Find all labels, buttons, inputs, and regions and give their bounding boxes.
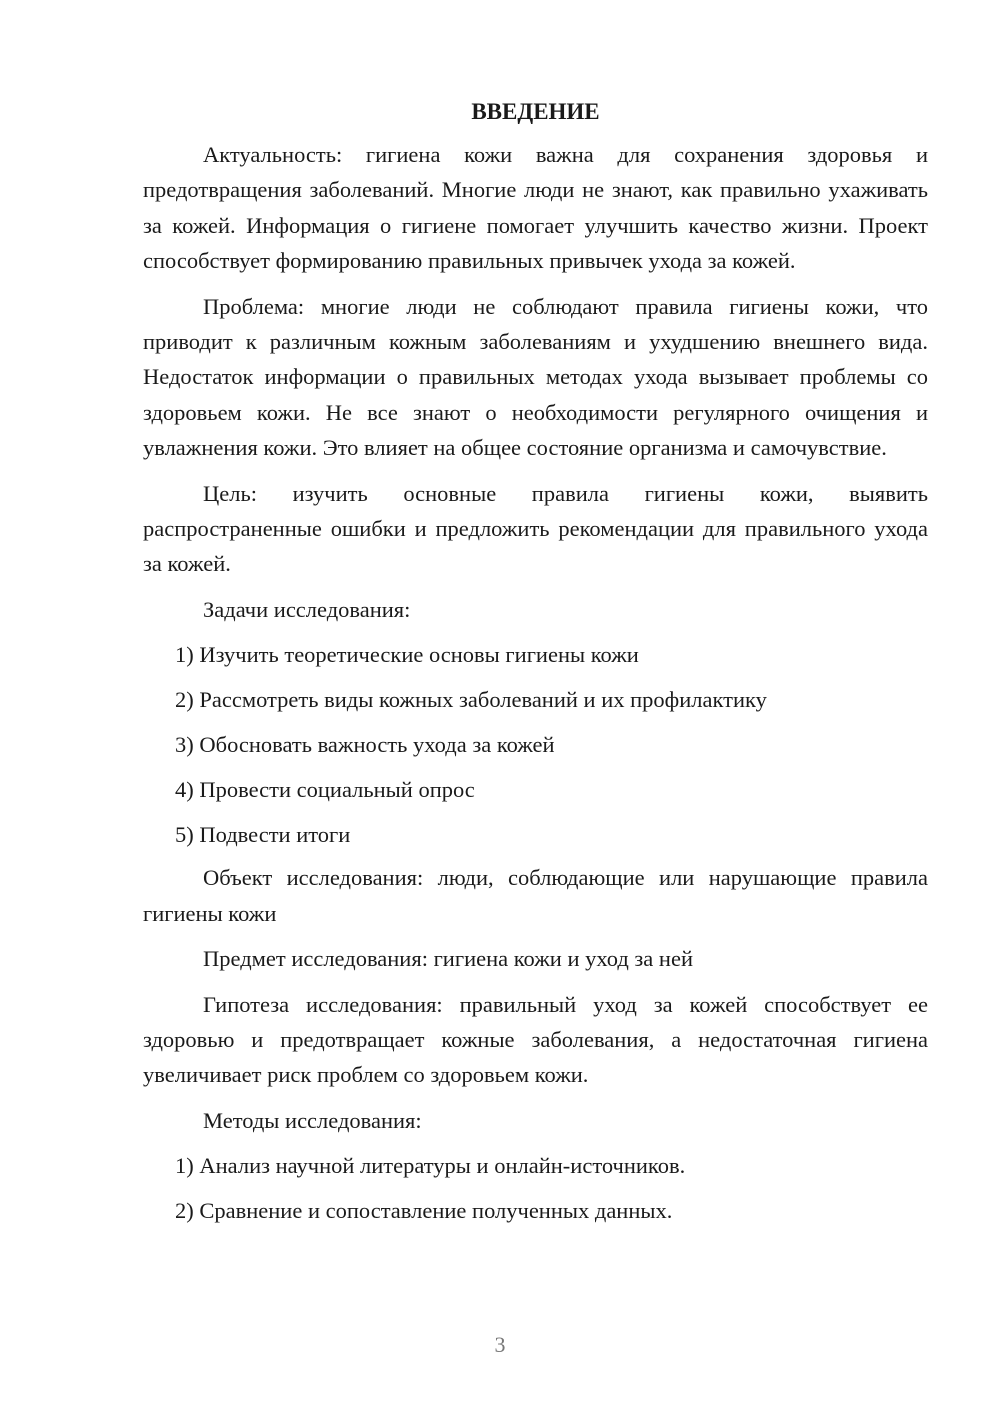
list-item: 1) Анализ научной литературы и онлайн-источников. bbox=[175, 1153, 686, 1179]
list-item: 3) Обосновать важность ухода за кожей bbox=[175, 732, 555, 758]
list-item: 4) Провести социальный опрос bbox=[175, 777, 475, 803]
page-number: 3 bbox=[494, 1332, 506, 1357]
object-paragraph: Объект исследования: люди, соблюдающие или нарушающие правила гигиены кожи bbox=[143, 865, 928, 926]
page-content bbox=[143, 95, 928, 1228]
tasks-heading: Задачи исследования: bbox=[203, 596, 411, 622]
list-item: 2) Сравнение и сопоставление полученных данных. bbox=[175, 1198, 673, 1224]
subject-paragraph: Предмет исследования: гигиена кожи и уход за ней bbox=[203, 946, 693, 972]
list-item: 1) Изучить теоретические основы гигиены кожи bbox=[175, 642, 639, 668]
list-item: 5) Подвести итоги bbox=[175, 822, 351, 848]
list-item: 2) Рассмотреть виды кожных заболеваний и их профилактику bbox=[175, 687, 767, 713]
section-heading: ВВЕДЕНИЕ bbox=[471, 99, 600, 124]
goal-paragraph: Цель: изучить основные правила гигиены кожи, выявить распространенные ошибки и предложить рекомендации для правильного ухода за кожей. bbox=[143, 480, 928, 577]
methods-list bbox=[143, 1148, 928, 1228]
hypothesis-paragraph: Гипотеза исследования: правильный уход за кожей способствует ее здоровью и предотвращает кожные заболевания, а недостаточная гигиена увеличивает риск проблем со здоровьем кожи. bbox=[143, 991, 928, 1088]
methods-heading: Методы исследования: bbox=[203, 1107, 422, 1133]
relevance-paragraph: Актуальность: гигиена кожи важна для сохранения здоровья и предотвращения заболеваний. Многие люди не знают, как правильно ухаживать за кожей. Информация о гигиене помогает улучшить качество жизни. Проект способствует формированию правильных привычек ухода за кожей. bbox=[143, 142, 928, 274]
tasks-list bbox=[143, 637, 928, 852]
problem-paragraph: Проблема: многие люди не соблюдают правила гигиены кожи, что приводит к различным кожным заболеваниям и ухудшению внешнего вида. Недостаток информации о правильных методах ухода вызывает проблемы со здоровьем кожи. Не все знают о необходимости регулярного очищения и увлажнения кожи. Это влияет на общее состояние организма и самочувствие. bbox=[143, 293, 928, 461]
